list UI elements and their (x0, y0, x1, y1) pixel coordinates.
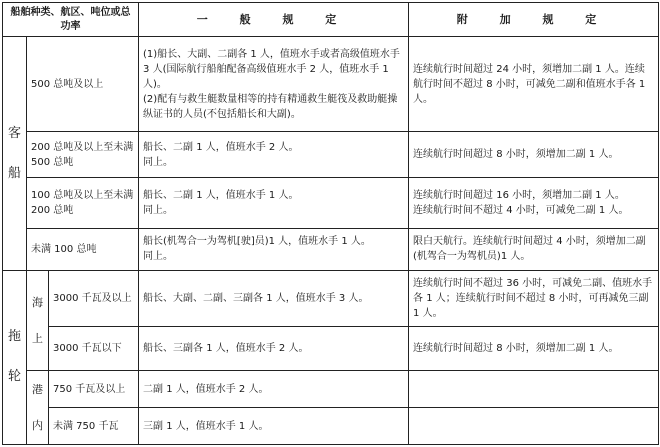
row-general: 船长、大副、二副、三副各 1 人，值班水手 3 人。 (139, 270, 409, 326)
row-additional: 连续航行时间超过 8 小时，须增加二副 1 人。 (409, 131, 659, 177)
group-passenger (3, 37, 27, 271)
row-label: 200 总吨及以上至未满 500 总吨 (27, 131, 139, 177)
header-category: 船舶种类、航区、吨位或总功率 (3, 3, 139, 37)
row-additional (409, 408, 659, 445)
row-label: 未满 100 总吨 (27, 228, 139, 270)
subgroup-harbor (27, 371, 49, 445)
row-label: 3000 千瓦及以上 (49, 270, 139, 326)
row-general: 船长、二副 1 人，值班水手 1 人。 同上。 (139, 178, 409, 228)
row-general: 二副 1 人，值班水手 2 人。 (139, 371, 409, 408)
subgroup-harbor-char-2: 内 (32, 418, 43, 432)
row-additional (409, 371, 659, 408)
header-general: 一 般 规 定 (139, 3, 409, 37)
subgroup-sea-char-1: 海 (32, 295, 43, 309)
subgroup-sea-char-2: 上 (32, 331, 43, 345)
row-label: 未满 750 千瓦 (49, 408, 139, 445)
row-label: 3000 千瓦以下 (49, 327, 139, 371)
table-row (3, 37, 659, 132)
header-row (3, 3, 659, 37)
table-row (3, 131, 659, 177)
row-additional: 连续航行时间不超过 36 小时，可减免二副、值班水手各 1 人；连续航行时间不超过 8 小时，可再减免三副 1 人。 (409, 270, 659, 326)
row-general: 三副 1 人，值班水手 1 人。 (139, 408, 409, 445)
table-row (3, 327, 659, 371)
table-row (3, 270, 659, 326)
group-tug-char-2: 轮 (7, 369, 21, 385)
row-general: (1)船长、大副、二副各 1 人，值班水手或者高级值班水手 3 人(国际航行船舶配备高级值班水手 2 人，值班水手 1 人)。 (2)配有与救生艇数量相等的持有精通救生艇筏及救助艇操纵证书的人员(不包括船长和大副)。 (139, 37, 409, 132)
row-additional: 连续航行时间超过 24 小时，须增加二副 1 人。连续航行时间不超过 8 小时，可减免二副和值班水手各 1 人。 (409, 37, 659, 132)
subgroup-sea (27, 270, 49, 371)
subgroup-harbor-char-1: 港 (32, 382, 43, 396)
row-general: 船长、三副各 1 人，值班水手 2 人。 (139, 327, 409, 371)
row-label: 100 总吨及以上至未满 200 总吨 (27, 178, 139, 228)
table-row (3, 371, 659, 408)
table-row (3, 178, 659, 228)
row-additional: 限白天航行。连续航行时间超过 4 小时，须增加二副(机驾合一为驾机员)1 人。 (409, 228, 659, 270)
crew-manning-table (2, 2, 659, 445)
group-passenger-char-1: 客 (7, 125, 21, 141)
table-row (3, 408, 659, 445)
group-passenger-char-2: 船 (7, 165, 21, 181)
header-additional: 附 加 规 定 (409, 3, 659, 37)
group-tug-char-1: 拖 (7, 329, 21, 345)
row-general: 船长(机驾合一为驾机[驶]员)1 人，值班水手 1 人。 同上。 (139, 228, 409, 270)
row-label: 500 总吨及以上 (27, 37, 139, 132)
row-additional: 连续航行时间超过 16 小时，须增加二副 1 人。 连续航行时间不超过 4 小时，可减免二副 1 人。 (409, 178, 659, 228)
table-row (3, 228, 659, 270)
row-additional: 连续航行时间超过 8 小时，须增加二副 1 人。 (409, 327, 659, 371)
row-label: 750 千瓦及以上 (49, 371, 139, 408)
group-tug (3, 270, 27, 444)
row-general: 船长、二副 1 人，值班水手 2 人。 同上。 (139, 131, 409, 177)
